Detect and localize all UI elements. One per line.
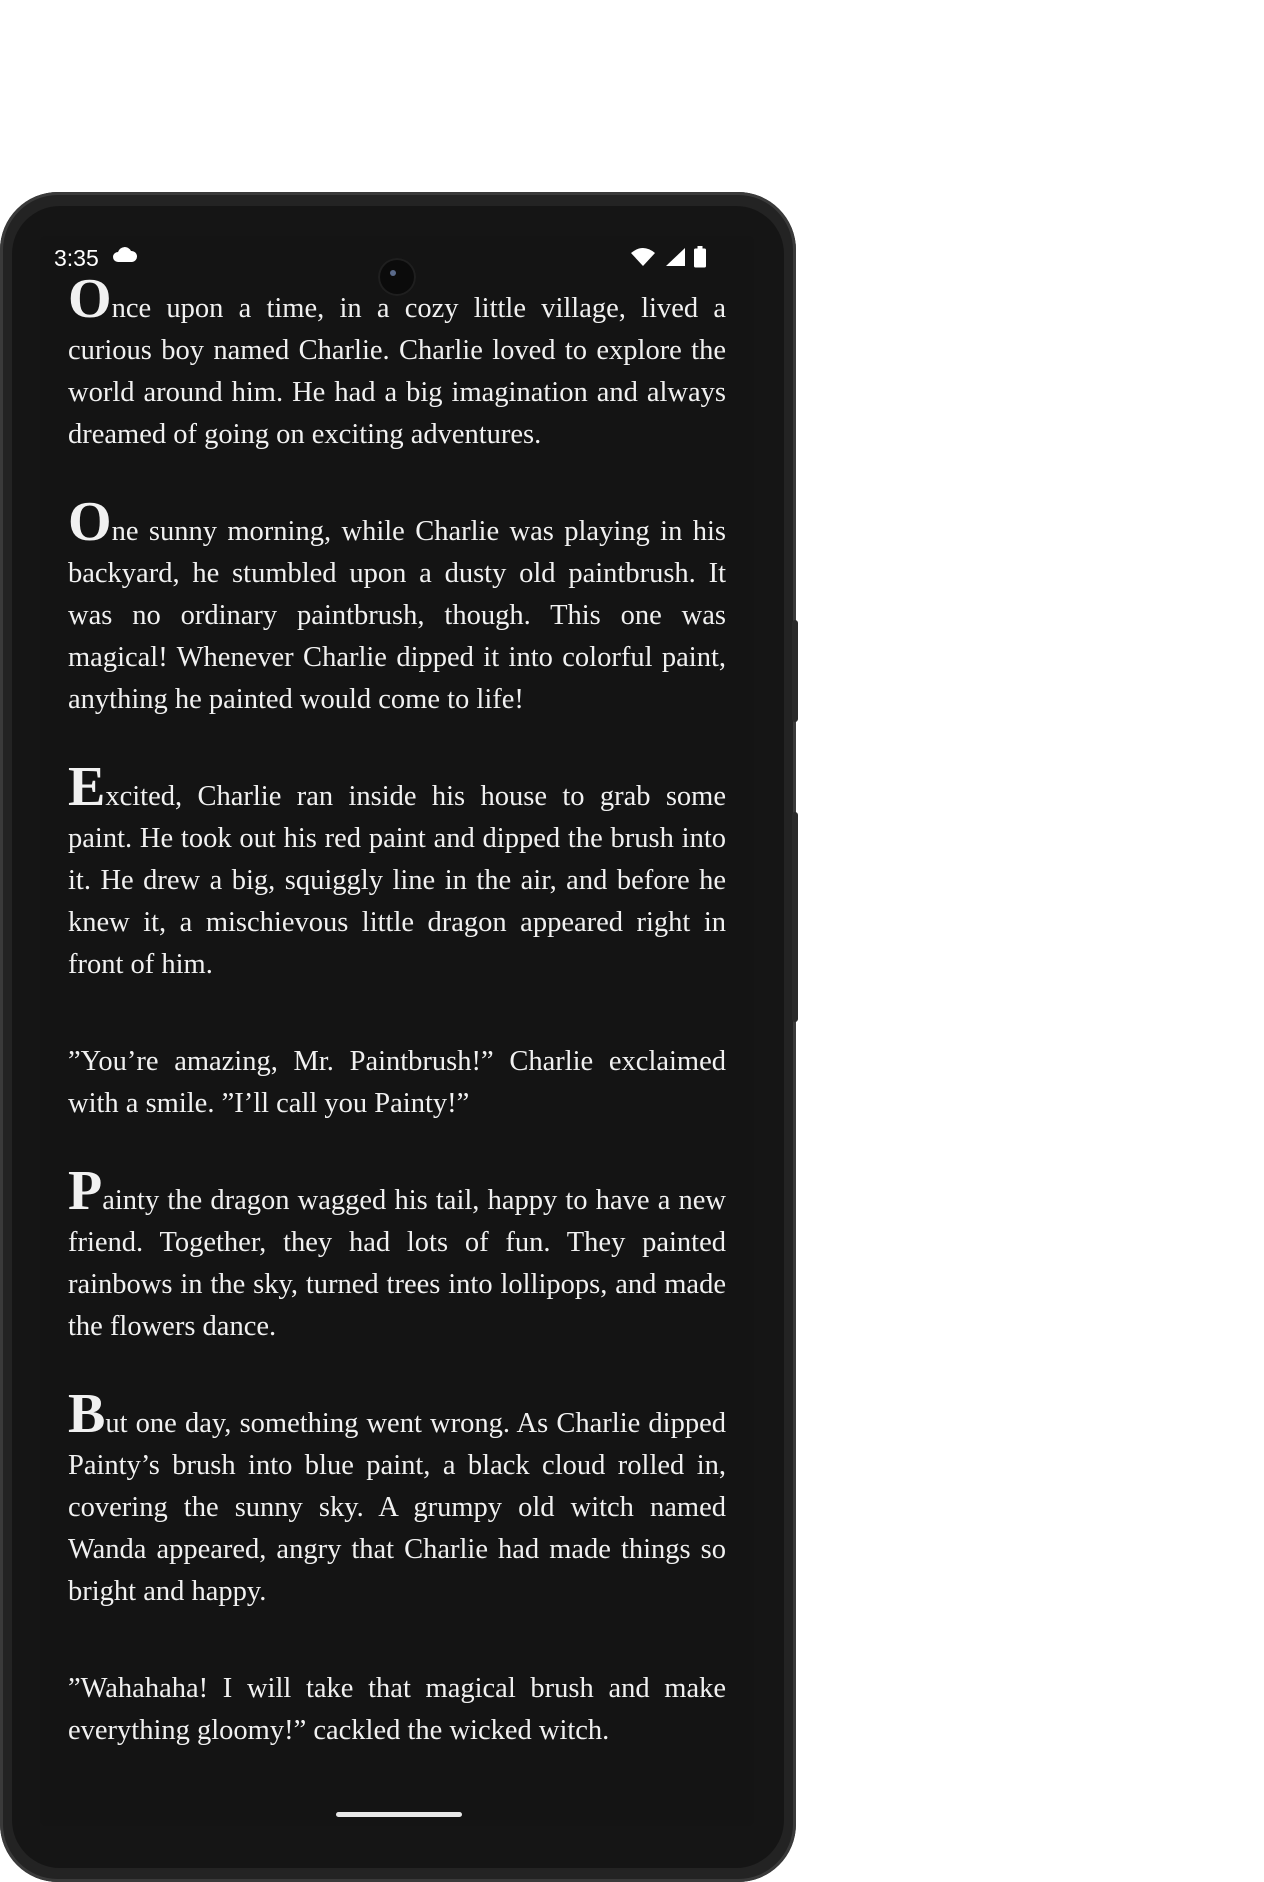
story-paragraph — [68, 1160, 726, 1348]
story-paragraph — [68, 1041, 726, 1125]
volume-button — [792, 812, 798, 1022]
status-time: 3:35 — [54, 245, 99, 271]
battery-icon — [694, 246, 706, 273]
home-indicator[interactable] — [336, 1812, 462, 1817]
status-icons — [630, 246, 706, 273]
cloud-icon — [112, 247, 138, 268]
story-paragraph — [68, 491, 726, 721]
drop-cap: O — [68, 268, 112, 330]
paragraph-text: ut one day, something went wrong. As Charlie dipped Painty’s brush into blue paint, a black cloud rolled in, covering the sunny sky. A grumpy old witch named Wanda appeared, angry that Charlie had made things so bright and happy. — [68, 1408, 726, 1607]
story-paragraph — [68, 756, 726, 986]
story-paragraph — [68, 1383, 726, 1613]
drop-cap: E — [68, 756, 106, 818]
story-paragraph — [68, 268, 726, 456]
paragraph-text: ainty the dragon wagged his tail, happy to have a new friend. Together, they had lots of fun. They painted rainbows in the sky, turned trees into lollipops, and made the flowers dance. — [68, 1185, 726, 1342]
paragraph-text: xcited, Charlie ran inside his house to grab some paint. He took out his red paint and dipped the brush into it. He drew a big, squiggly line in the air, and before he knew it, a mischievous little dragon appeared right in front of him. — [68, 781, 726, 980]
paragraph-text: ”Wahahaha! I will take that magical brush and make everything gloomy!” cackled the wicked witch. — [68, 1673, 726, 1746]
paragraph-text: ne sunny morning, while Charlie was playing in his backyard, he stumbled upon a dusty old paintbrush. It was no ordinary paintbrush, though. This one was magical! Whenever Charlie dipped it into colorful paint, anything he painted would come to life! — [68, 516, 726, 715]
wifi-icon — [630, 247, 656, 272]
drop-cap: P — [68, 1160, 103, 1222]
story-paragraph — [68, 1668, 726, 1752]
paragraph-text: ”You’re amazing, Mr. Paintbrush!” Charlie exclaimed with a smile. ”I’ll call you Painty!” — [68, 1046, 726, 1119]
signal-icon — [664, 247, 686, 272]
story-content — [68, 268, 726, 1807]
screen — [40, 236, 754, 1826]
power-button — [792, 620, 798, 722]
drop-cap: O — [68, 491, 112, 553]
drop-cap: B — [68, 1383, 106, 1445]
paragraph-text: nce upon a time, in a cozy little village, lived a curious boy named Charlie. Charlie loved to explore the world around him. He had a big imagination and always dreamed of going on exciting adventures. — [68, 293, 726, 450]
